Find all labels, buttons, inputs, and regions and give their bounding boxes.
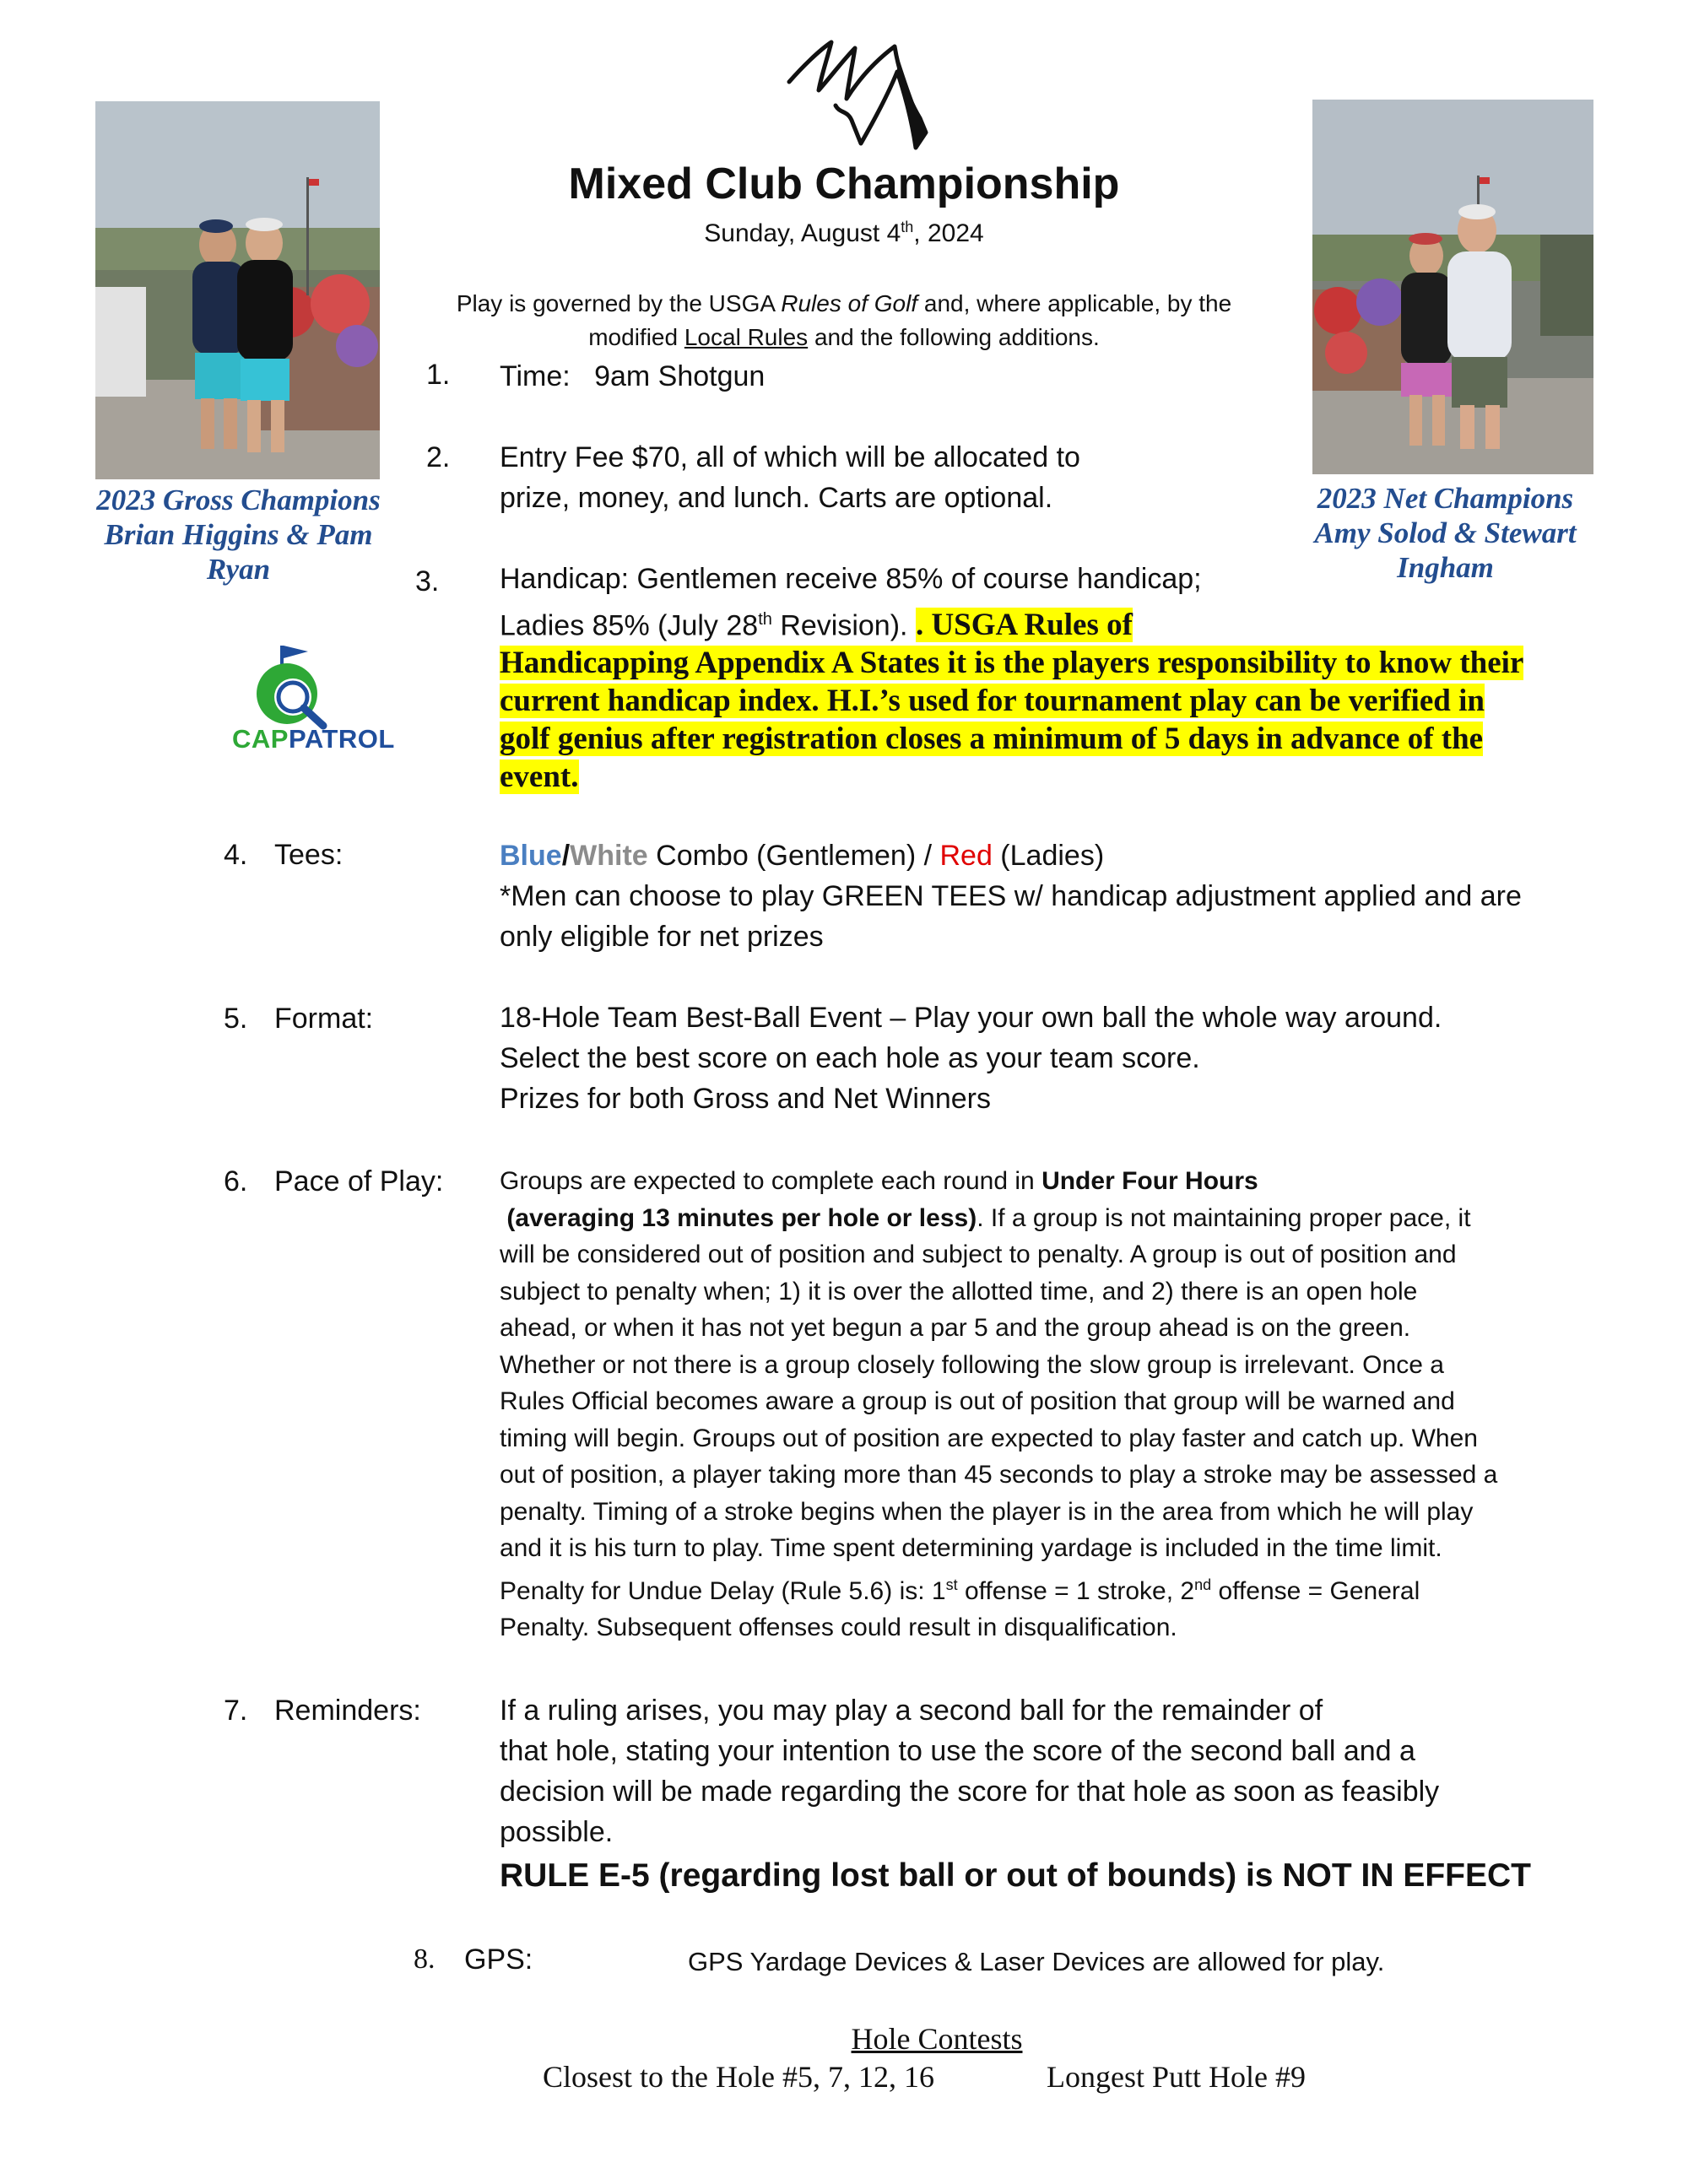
intro-text-4: and the following additions.	[808, 324, 1100, 350]
cappatrol-wordmark	[232, 724, 395, 754]
gross-champions-photo	[95, 101, 380, 479]
item-3-handicap	[500, 559, 1622, 796]
pace-line-6: Whether or not there is a group closely following the slow group is irrelevant. Once a	[500, 1350, 1444, 1379]
pace-line-4: subject to penalty when; 1) it is over the allotted time, and 2) there is an open hole	[500, 1277, 1418, 1306]
handicap-highlight-block	[500, 644, 1622, 796]
tees-line-3: only eligible for net prizes	[500, 921, 824, 953]
tee-slash: /	[561, 840, 571, 872]
item-6-pace-of-play	[500, 1163, 1631, 1646]
pace-line-8: timing will begin. Groups out of position are expected to play faster and catch up. When	[500, 1424, 1478, 1452]
handicap-line-1: Handicap: Gentlemen receive 85% of course handicap;	[500, 563, 1202, 595]
net-caption-line-2: Amy Solod & Stewart	[1314, 516, 1577, 549]
pace-under-four-hours: Under Four Hours	[1041, 1167, 1258, 1195]
item-3-number: 3.	[415, 565, 440, 597]
cappatrol-cap: CAP	[232, 724, 289, 754]
highlight-line-2: current handicap index. H.I.’s used for tournament play can be verified in	[500, 684, 1485, 719]
item-8-number: 8.	[414, 1943, 436, 1975]
entry-line-2: prize, money, and lunch. Carts are optional.	[500, 482, 1053, 514]
pace-line-5: ahead, or when it has not yet begun a par 5 and the group ahead is on the green.	[500, 1314, 1411, 1342]
item-7-label: Reminders:	[274, 1695, 421, 1727]
tee-red: Red	[939, 840, 993, 872]
tees-line-2: *Men can choose to play GREEN TEES w/ handicap adjustment applied and are	[500, 880, 1522, 912]
handicap-line-2	[500, 599, 1622, 646]
item-6-label: Pace of Play:	[274, 1165, 444, 1197]
net-caption-line-3: Ingham	[1397, 551, 1494, 584]
date-text: Sunday, August 4	[704, 219, 901, 247]
mountain-logo	[781, 38, 941, 152]
pace-line-12	[500, 1567, 1631, 1610]
hole-contests-heading: Hole Contests	[851, 2022, 1023, 2056]
cappatrol-patrol: PATROL	[288, 724, 395, 754]
entry-line-1: Entry Fee $70, all of which will be allocated to	[500, 441, 1080, 473]
gross-caption-line-1: 2023 Gross Champions	[96, 484, 381, 516]
reminders-line-4: possible.	[500, 1816, 614, 1848]
tee-white: White	[570, 840, 648, 872]
item-5-number: 5.	[224, 1003, 248, 1035]
handicap-ladies: Ladies 85% (July 28	[500, 609, 759, 642]
item-4-tees	[500, 835, 1622, 957]
pace-line-10: penalty. Timing of a stroke begins when the player is in the area from which he will play	[500, 1497, 1474, 1526]
reminders-line-2: that hole, stating your intention to use the score of the second ball and a	[500, 1735, 1415, 1767]
item-6-number: 6.	[224, 1165, 248, 1197]
pace-penalty-c: offense = General	[1211, 1576, 1420, 1605]
pace-line-1	[500, 1163, 1631, 1200]
item-2-entry-fee	[500, 437, 1080, 518]
intro-text-2: and, where applicable, by the	[917, 290, 1232, 316]
gross-champions-caption	[68, 483, 409, 587]
tee-combo: Combo (Gentlemen) /	[647, 840, 940, 872]
intro-rules-of-golf: Rules of Golf	[781, 290, 918, 316]
pace-sup-st: st	[945, 1576, 958, 1593]
handicap-revision: Revision).	[771, 609, 916, 642]
date-year: , 2024	[913, 219, 984, 247]
item-8-label: GPS:	[464, 1943, 533, 1976]
reminders-line-3: decision will be made regarding the score for that hole as soon as feasibly	[500, 1776, 1440, 1808]
item-1-time: Time: 9am Shotgun	[500, 360, 766, 392]
pace-penalty-a: Penalty for Undue Delay (Rule 5.6) is: 1	[500, 1576, 946, 1605]
pace-line-3: will be considered out of position and subject to penalty. A group is out of position and	[500, 1241, 1457, 1268]
page-title: Mixed Club Championship	[568, 159, 1120, 208]
net-champions-photo	[1312, 100, 1593, 474]
format-line-1: 18-Hole Team Best-Ball Event – Play your own ball the whole way around.	[500, 1002, 1442, 1034]
intro-text-3: modified	[588, 324, 684, 350]
item-7-number: 7.	[224, 1695, 248, 1727]
item-7-reminders	[500, 1690, 1622, 1896]
net-caption-line-1: 2023 Net Champions	[1317, 482, 1574, 515]
tees-line-1	[500, 835, 1622, 876]
pace-averaging: (averaging 13 minutes per hole or less)	[500, 1203, 977, 1232]
reminders-line-1: If a ruling arises, you may play a second ball for the remainder of	[500, 1695, 1323, 1727]
intro-local-rules: Local Rules	[684, 324, 809, 350]
format-line-2: Select the best score on each hole as your team score.	[500, 1042, 1200, 1074]
item-5-label: Format:	[274, 1003, 374, 1035]
intro-text-1: Play is governed by the USGA	[456, 290, 782, 316]
highlight-line-1: Handicapping Appendix A States it is the players responsibility to know their	[500, 646, 1524, 681]
gross-caption-line-2: Brian Higgins & Pam	[104, 518, 373, 551]
tee-blue: Blue	[500, 840, 562, 872]
cappatrol-logo-icon	[249, 641, 350, 730]
tee-ladies: (Ladies)	[992, 840, 1105, 872]
closest-to-hole: Closest to the Hole #5, 7, 12, 16	[543, 2060, 934, 2094]
item-4-label: Tees:	[274, 839, 344, 871]
item-4-number: 4.	[224, 839, 248, 871]
intro-paragraph	[397, 287, 1291, 354]
item-8-gps: GPS Yardage Devices & Laser Devices are allowed for play.	[688, 1947, 1385, 1976]
item-5-format	[500, 997, 1622, 1119]
rule-e5-notice: RULE E-5 (regarding lost ball or out of bounds) is NOT IN EFFECT	[500, 1857, 1531, 1894]
format-line-3: Prizes for both Gross and Net Winners	[500, 1083, 992, 1115]
item-1-number: 1.	[426, 359, 451, 391]
date-sup: th	[901, 219, 914, 235]
event-date	[506, 219, 1182, 248]
highlight-line-3: golf genius after registration closes a minimum of 5 days in advance of the	[500, 722, 1484, 757]
handicap-sup: th	[758, 610, 772, 629]
pace-line-2	[500, 1200, 1631, 1237]
pace-line-9: out of position, a player taking more than 45 seconds to play a stroke may be assessed a	[500, 1461, 1498, 1489]
longest-putt: Longest Putt Hole #9	[1047, 2060, 1306, 2094]
pace-line-7: Rules Official becomes aware a group is out of position that group will be warned and	[500, 1387, 1455, 1415]
item-2-number: 2.	[426, 441, 451, 473]
handicap-highlight-start: . USGA Rules of	[915, 608, 1133, 643]
gross-caption-line-3: Ryan	[206, 553, 271, 586]
pace-proper: . If a group is not maintaining proper pace, it	[977, 1203, 1471, 1232]
pace-sup-nd: nd	[1194, 1576, 1212, 1593]
highlight-line-4: event.	[500, 760, 579, 795]
pace-line-11: and it is his turn to play. Time spent determining yardage is included in the time limit.	[500, 1534, 1442, 1562]
pace-penalty-b: offense = 1 stroke, 2	[957, 1576, 1195, 1605]
pace-line-13: Penalty. Subsequent offenses could result in disqualification.	[500, 1614, 1177, 1641]
pace-expectation: Groups are expected to complete each round in	[500, 1167, 1042, 1195]
